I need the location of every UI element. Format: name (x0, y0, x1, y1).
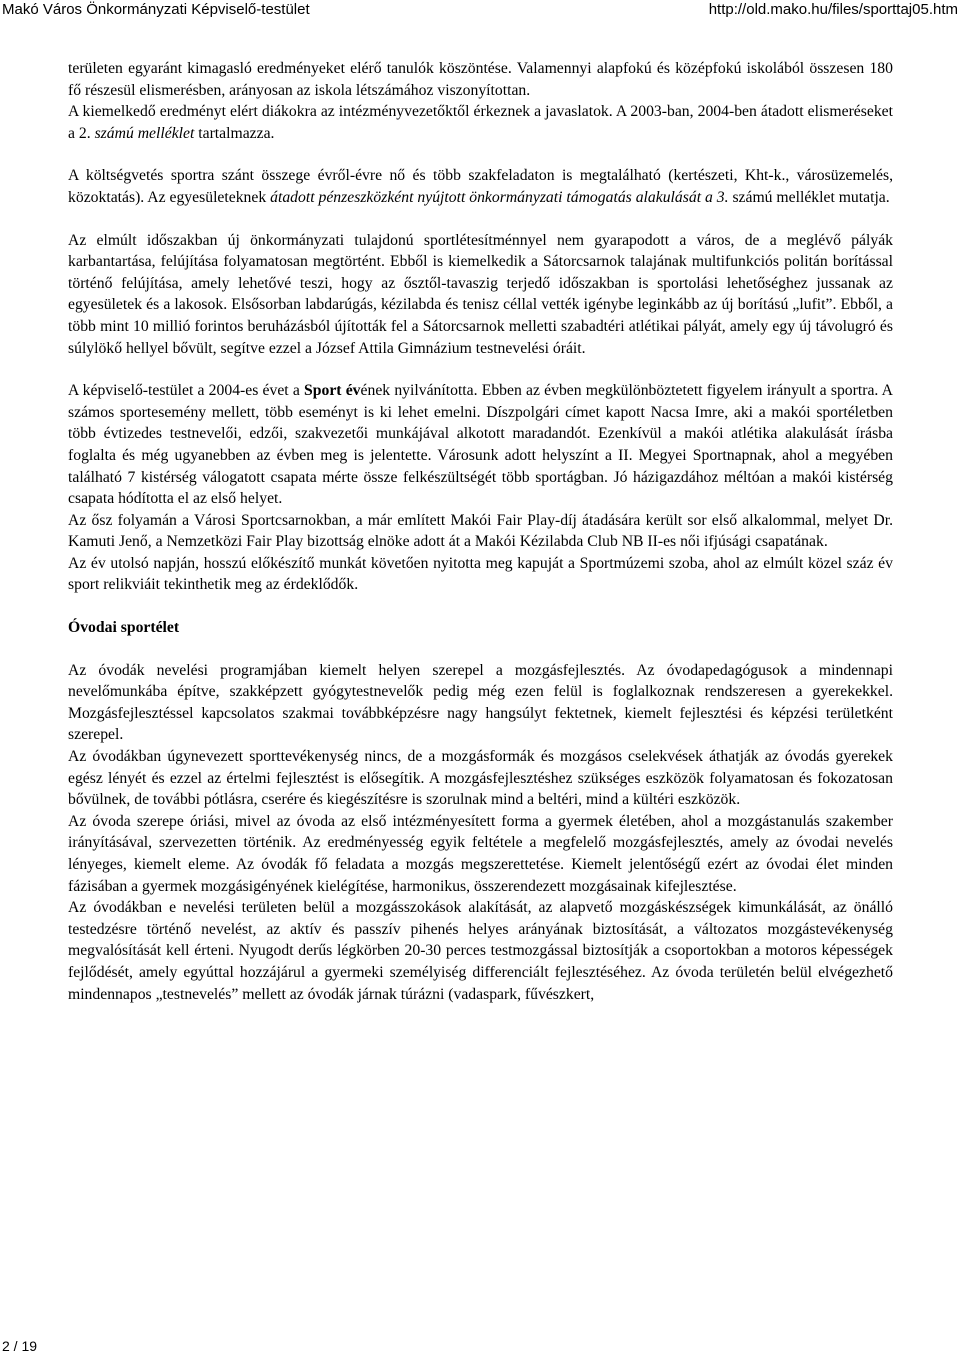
paragraph: A képviselő-testület a 2004-es évet a Sport évének nyilvánította. Ebben az évben megkülönböztetett figyelem irányult a sportra. A számos sportesemény mellett, több eseményt is ki lehet emelni. Díszpolgári címet kapott Nacsa Imre, aki a makói sportéletben több évtizedes testnevelői, edzői, szakvezetői munkájával alkotott maradandót. Ezenkívül a makói atlétika alakulását írásba foglalta és még ugyanebben az évben meg is jelentette. Városunk adott helyszínt a II. Megyei Sportnapnak, ahol a megyében található 7 kistérség válogatott csapata mérte össze felkészültségét több sportágban. Jó házigazdához méltóan a makói kistérség csapata hódította el az első helyet. (68, 382, 893, 508)
paragraph: Az év utolsó napján, hosszú előkészítő munkát követően nyitotta meg kapuját a Sportmúzemi szoba, ahol az elmúlt közel száz év sport relikviáit tekinthetik meg az érdeklődők. (68, 554, 893, 594)
paragraph: területen egyaránt kimagasló eredményeket elérő tanulók köszöntése. Valamennyi alapfokú és középfokú iskolából összesen 180 fő részesül elismerésben, arányosan az iskola létszámához viszonyítottan. (68, 60, 893, 99)
paragraph: A költségvetés sportra szánt összege évről-évre nő és több szakfeladaton is megtalálható (kertészeti, Kht-k., városüzemelés, közoktatás). Az egyesületeknek átadott pénzeszközként nyújtott önkormányzati támogatás alakulását a 3. számú melléklet mutatja. (68, 167, 893, 206)
paragraph: Az óvodák nevelési programjában kiemelt helyen szerepel a mozgásfejlesztés. Az óvodapedagógusok a mindennapi nevelőmunkába építve, szakképzett gyógytestnevelők pedig még ezen felül is foglalkoznak rendszeresen a gyerekekkel. Mozgásfejlesztéssel kapcsolatos szakmai továbbképzésre nagy hangsúlyt fektetnek, kiemelt fejlesztési és képzési területként szerepel. (68, 661, 893, 744)
paragraph: Az óvoda szerepe óriási, mivel az óvoda az első intézményesített forma a gyermek életében, ahol a mozgástanulás szakember irányításával, szervezetten történik. Az eredményesség egyik feltétele a megfelelő mozgásfejlesztés, amely az óvodai nevelés lényeges, kiemelt eleme. Az óvodák fő feladata a mozgás megszerettetése. Kiemelt jelentőségű ezért az óvodai élet minden fázisában a gyermek mozgásigényének kielégítése, harmonikus, összerendezett mozgásainak kifejlesztése. (68, 812, 893, 895)
sport-year-emphasis: Sport év (304, 382, 361, 400)
page-number: 2 / 19 (2, 1338, 38, 1354)
header-url: http://old.mako.hu/files/sporttaj05.htm (708, 1, 958, 18)
annex-reference: számú melléklet (94, 124, 195, 142)
paragraph: Az elmúlt időszakban új önkormányzati tulajdonú sportlétesítménnyel nem gyarapodott a város, de a meglévő pályák karbantartása, felújítása folyamatosan megtörtént. Ebből is kiemelkedik a Sátorcsarnok talajának multifunkciós politán borítással történő felújítása, amely lehetővé teszi, hogy az ősztől-tavaszig terjedő időszakban is sportolási lehetőséghez jussanak az egyesületek és a lakosok. Elsősorban labdarúgás, kézilabda és tenisz céllal vették igénybe leginkább az új borítású „lufit”. Ebből, a több mint 10 millió forintos beruházásból újították fel a Sátorcsarnok melletti szabadtéri atlétikai pályát, amely egy új távolugró és súlylökő hellyel bővült, segítve ezzel a József Attila Gimnázium testnevelési óráit. (68, 231, 893, 357)
paragraph: Az óvodákban e nevelési területen belül a mozgásszokások alakítását, az alapvető mozgáskészségek kimunkálását, az önálló testedzésre történő nevelést, az aktív és passzív pihenés helyes arányának biztosítását, a változatos mozgástevékenység megvalósítását kell érteni. Nyugodt derűs légkörben 20-30 perces testmozgással biztosítják a csoportokban a motoros képességek fejlődését, amely egyúttal hozzájárul a gyermeki személyiség differenciált fejlesztéséhez. Az óvoda területén belül elvégezhető mindennapos „testnevelés” mellett az óvodák járnak túrázni (vadaspark, fűvészkert, (68, 899, 893, 1003)
paragraph: Az óvodákban úgynevezett sporttevékenység nincs, de a mozgásformák és mozgásos cselekvések áthatják az óvodás gyerekek egész lényét és ezzel az értelmi fejlesztést is elősegítik. A mozgásfejlesztéshez szükséges eszközök folyamatosan és fokozatosan bővülnek, de további pótlásra, cserére és kiegészítésre is szorulnak mind a beltéri, mind a kültéri eszközök. (68, 748, 893, 809)
paragraph: Az ősz folyamán a Városi Sportcsarnokban, a már említett Makói Fair Play-díj átadására került sor első alkalommal, melyet Dr. Kamuti Jenő, a Nemzetközi Fair Play bizottság elnöke adott át a Makói Kézilabda Club NB II-es női ifjúsági csapatának. (68, 511, 893, 551)
browser-print-header (0, 0, 960, 22)
header-title: Makó Város Önkormányzati Képviselő-testület (2, 1, 310, 18)
paragraph: A kiemelkedő eredményt elért diákokra az intézményvezetőktől érkeznek a javaslatok. A 2003-ban, 2004-ben átadott elismeréseket a 2. számú melléklet tartalmazza. (68, 103, 893, 142)
document-body (68, 58, 893, 1005)
section-heading: Óvodai sportélet (68, 619, 180, 637)
annex-reference: átadott pénzeszközként nyújtott önkormányzati támogatás alakulását a 3. (270, 188, 729, 206)
